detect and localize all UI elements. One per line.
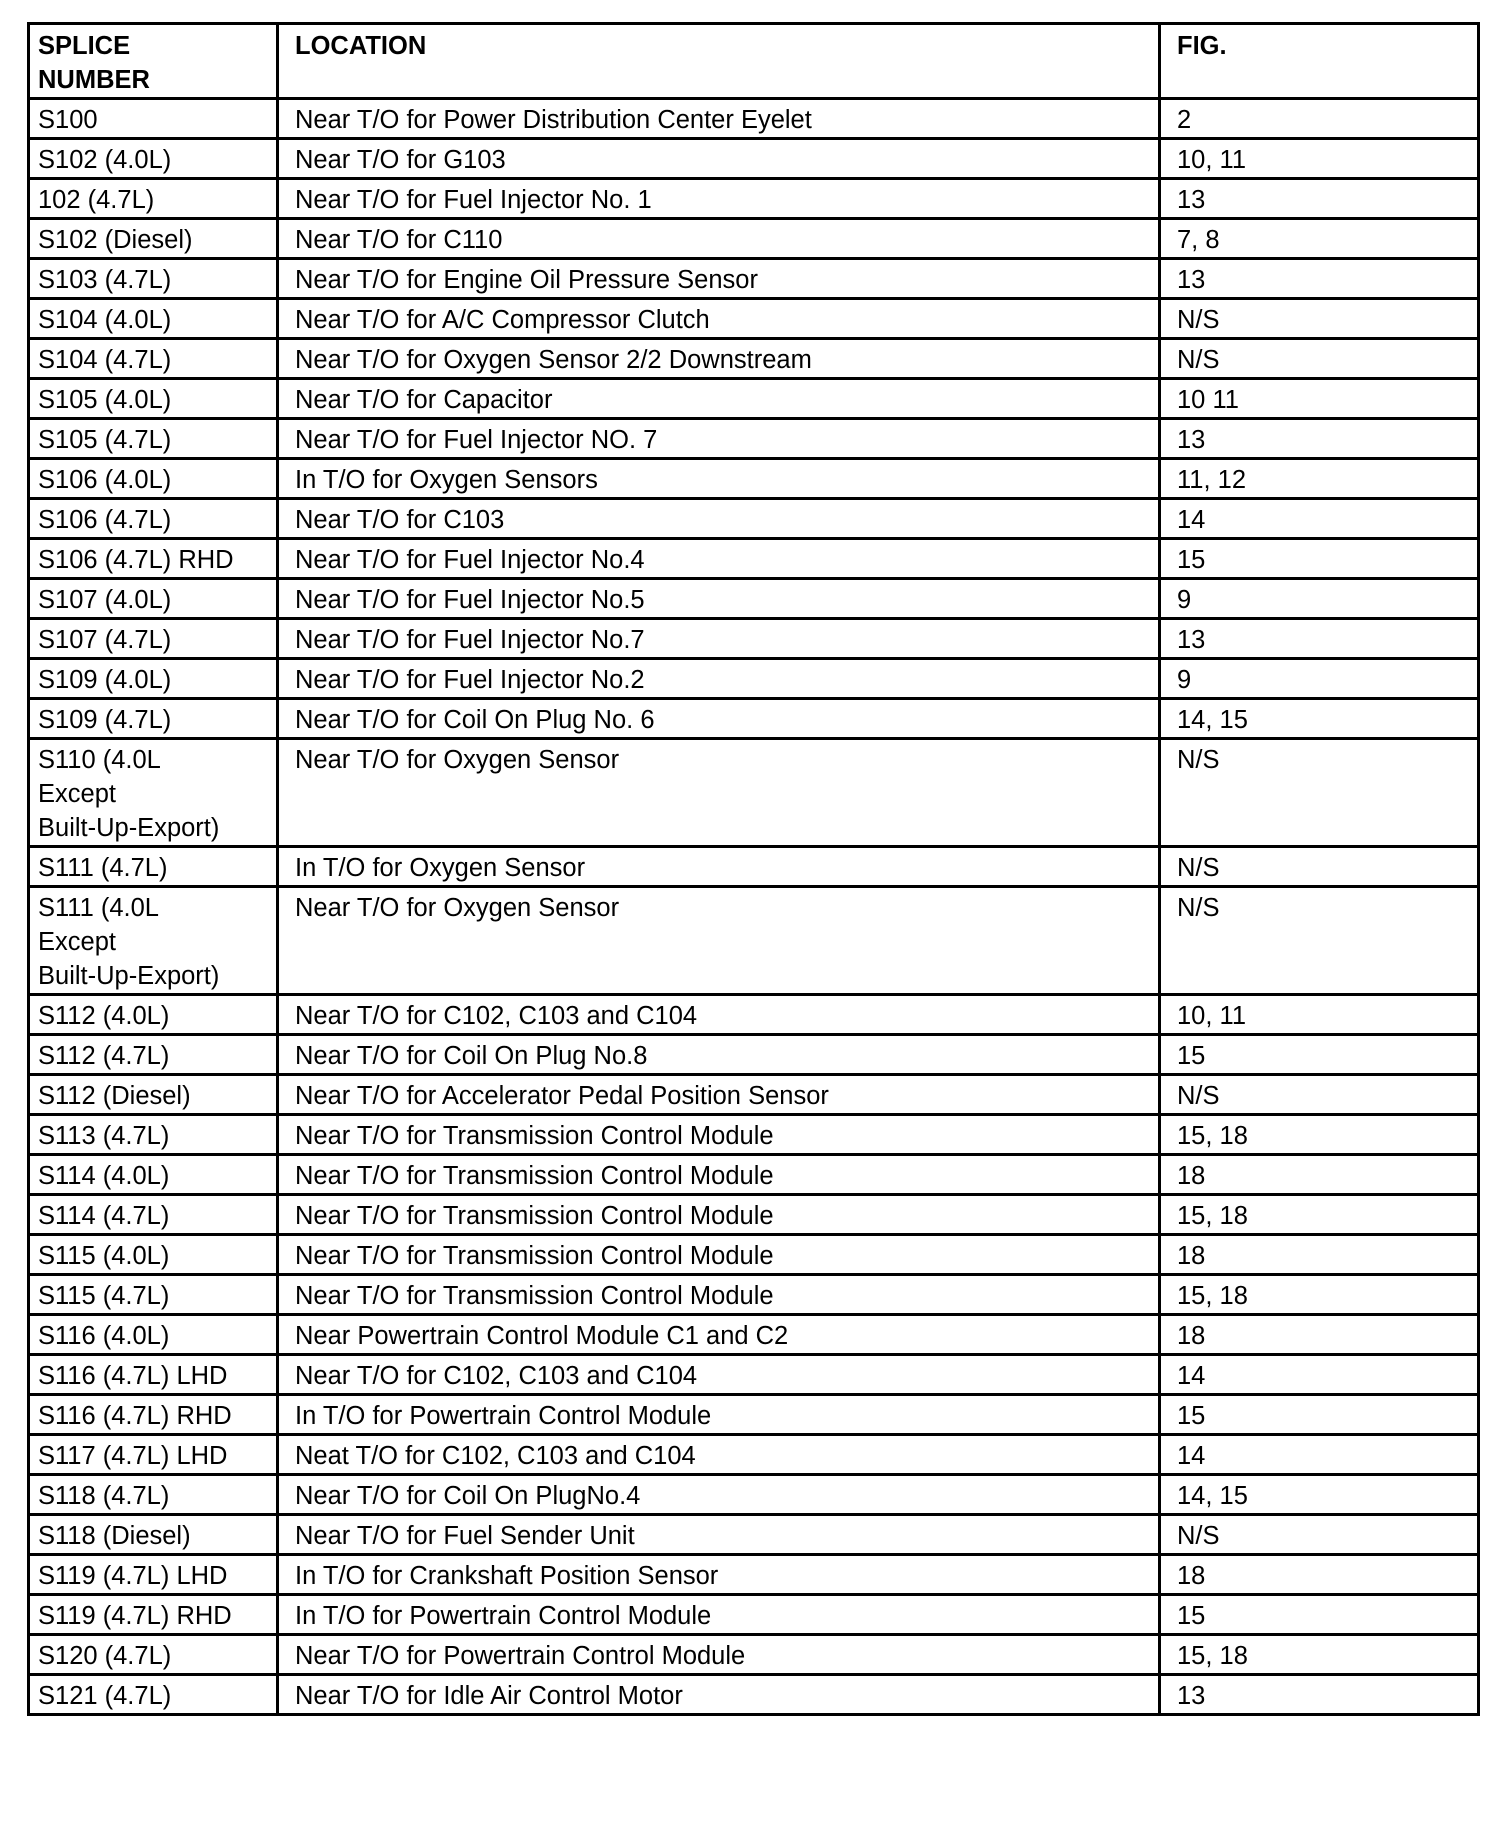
table-row bbox=[29, 339, 1479, 379]
location-cell: Near T/O for Oxygen Sensor 2/2 Downstream bbox=[278, 339, 1160, 379]
fig-cell: 14 bbox=[1160, 499, 1479, 539]
splice-number-cell: S112 (4.7L) bbox=[29, 1035, 278, 1075]
splice-number-cell: S107 (4.0L) bbox=[29, 579, 278, 619]
splice-number-cell: S106 (4.7L) bbox=[29, 499, 278, 539]
location-cell: Near T/O for Powertrain Control Module bbox=[278, 1635, 1160, 1675]
splice-number-cell: S116 (4.7L) LHD bbox=[29, 1355, 278, 1395]
location-cell: Near T/O for Coil On PlugNo.4 bbox=[278, 1475, 1160, 1515]
table-row bbox=[29, 1675, 1479, 1715]
splice-number-cell: S105 (4.7L) bbox=[29, 419, 278, 459]
table-row bbox=[29, 1555, 1479, 1595]
location-cell: Near T/O for Coil On Plug No. 6 bbox=[278, 699, 1160, 739]
fig-cell: 14, 15 bbox=[1160, 1475, 1479, 1515]
splice-number-cell: S106 (4.0L) bbox=[29, 459, 278, 499]
table-row bbox=[29, 499, 1479, 539]
splice-number-cell: S119 (4.7L) LHD bbox=[29, 1555, 278, 1595]
location-cell: Near T/O for Fuel Injector NO. 7 bbox=[278, 419, 1160, 459]
fig-cell: 15 bbox=[1160, 539, 1479, 579]
location-cell: Near T/O for Fuel Injector No.7 bbox=[278, 619, 1160, 659]
table-row bbox=[29, 299, 1479, 339]
fig-cell: 15 bbox=[1160, 1395, 1479, 1435]
location-cell: Near T/O for Accelerator Pedal Position Sensor bbox=[278, 1075, 1160, 1115]
splice-number-cell: S103 (4.7L) bbox=[29, 259, 278, 299]
splice-number-cell: S119 (4.7L) RHD bbox=[29, 1595, 278, 1635]
table-row bbox=[29, 379, 1479, 419]
table-row bbox=[29, 179, 1479, 219]
location-cell: Near T/O for C110 bbox=[278, 219, 1160, 259]
fig-cell: N/S bbox=[1160, 1515, 1479, 1555]
fig-cell: 11, 12 bbox=[1160, 459, 1479, 499]
fig-cell: 13 bbox=[1160, 1675, 1479, 1715]
header-splice-number: SPLICE NUMBER bbox=[29, 24, 278, 99]
table-row bbox=[29, 1115, 1479, 1155]
fig-cell: 18 bbox=[1160, 1155, 1479, 1195]
location-cell: Near T/O for Engine Oil Pressure Sensor bbox=[278, 259, 1160, 299]
location-cell: Near T/O for Transmission Control Module bbox=[278, 1235, 1160, 1275]
table-row bbox=[29, 219, 1479, 259]
table-row bbox=[29, 659, 1479, 699]
fig-cell: 14 bbox=[1160, 1355, 1479, 1395]
table-row bbox=[29, 1075, 1479, 1115]
table-row bbox=[29, 139, 1479, 179]
fig-cell: 7, 8 bbox=[1160, 219, 1479, 259]
splice-number-cell: S118 (Diesel) bbox=[29, 1515, 278, 1555]
fig-cell: 18 bbox=[1160, 1555, 1479, 1595]
table-row bbox=[29, 1235, 1479, 1275]
location-cell: Near T/O for Fuel Sender Unit bbox=[278, 1515, 1160, 1555]
table-row bbox=[29, 259, 1479, 299]
fig-cell: 13 bbox=[1160, 619, 1479, 659]
splice-location-table bbox=[27, 22, 1480, 1716]
table-row bbox=[29, 1475, 1479, 1515]
location-cell: Near T/O for A/C Compressor Clutch bbox=[278, 299, 1160, 339]
fig-cell: 14, 15 bbox=[1160, 699, 1479, 739]
fig-cell: N/S bbox=[1160, 887, 1479, 995]
location-cell: Near T/O for Oxygen Sensor bbox=[278, 887, 1160, 995]
splice-number-cell: S113 (4.7L) bbox=[29, 1115, 278, 1155]
fig-cell: 2 bbox=[1160, 99, 1479, 139]
splice-number-cell: S120 (4.7L) bbox=[29, 1635, 278, 1675]
location-cell: Near T/O for C102, C103 and C104 bbox=[278, 995, 1160, 1035]
location-cell: Near T/O for Transmission Control Module bbox=[278, 1195, 1160, 1235]
fig-cell: 10 11 bbox=[1160, 379, 1479, 419]
splice-number-cell: S104 (4.0L) bbox=[29, 299, 278, 339]
table-row bbox=[29, 1355, 1479, 1395]
table-row bbox=[29, 1595, 1479, 1635]
table-row bbox=[29, 579, 1479, 619]
fig-cell: N/S bbox=[1160, 1075, 1479, 1115]
location-cell: Near T/O for Fuel Injector No.4 bbox=[278, 539, 1160, 579]
fig-cell: N/S bbox=[1160, 739, 1479, 847]
table-row bbox=[29, 99, 1479, 139]
fig-cell: 10, 11 bbox=[1160, 139, 1479, 179]
location-cell: Near T/O for Fuel Injector No.2 bbox=[278, 659, 1160, 699]
splice-number-cell: S109 (4.0L) bbox=[29, 659, 278, 699]
header-row bbox=[29, 24, 1479, 99]
table-row bbox=[29, 619, 1479, 659]
splice-number-cell: S111 (4.0L Except Built-Up-Export) bbox=[29, 887, 278, 995]
splice-number-cell: S115 (4.7L) bbox=[29, 1275, 278, 1315]
splice-number-cell: S109 (4.7L) bbox=[29, 699, 278, 739]
location-cell: In T/O for Powertrain Control Module bbox=[278, 1595, 1160, 1635]
location-cell: In T/O for Oxygen Sensor bbox=[278, 847, 1160, 887]
location-cell: Near T/O for Idle Air Control Motor bbox=[278, 1675, 1160, 1715]
splice-number-cell: 102 (4.7L) bbox=[29, 179, 278, 219]
splice-number-cell: S107 (4.7L) bbox=[29, 619, 278, 659]
fig-cell: 14 bbox=[1160, 1435, 1479, 1475]
fig-cell: 18 bbox=[1160, 1315, 1479, 1355]
splice-number-cell: S114 (4.0L) bbox=[29, 1155, 278, 1195]
header-location: LOCATION bbox=[278, 24, 1160, 99]
splice-number-cell: S102 (4.0L) bbox=[29, 139, 278, 179]
splice-number-cell: S117 (4.7L) LHD bbox=[29, 1435, 278, 1475]
fig-cell: 13 bbox=[1160, 419, 1479, 459]
location-cell: Near T/O for Capacitor bbox=[278, 379, 1160, 419]
fig-cell: 15, 18 bbox=[1160, 1115, 1479, 1155]
splice-number-cell: S114 (4.7L) bbox=[29, 1195, 278, 1235]
location-cell: Near T/O for C103 bbox=[278, 499, 1160, 539]
table-row bbox=[29, 1195, 1479, 1235]
splice-number-cell: S116 (4.0L) bbox=[29, 1315, 278, 1355]
splice-number-cell: S121 (4.7L) bbox=[29, 1675, 278, 1715]
splice-number-cell: S110 (4.0L Except Built-Up-Export) bbox=[29, 739, 278, 847]
location-cell: Near T/O for Oxygen Sensor bbox=[278, 739, 1160, 847]
location-cell: Near T/O for G103 bbox=[278, 139, 1160, 179]
location-cell: Near T/O for Transmission Control Module bbox=[278, 1275, 1160, 1315]
fig-cell: 15, 18 bbox=[1160, 1635, 1479, 1675]
splice-number-cell: S118 (4.7L) bbox=[29, 1475, 278, 1515]
table-row bbox=[29, 1155, 1479, 1195]
splice-number-cell: S104 (4.7L) bbox=[29, 339, 278, 379]
fig-cell: 15, 18 bbox=[1160, 1195, 1479, 1235]
table-row bbox=[29, 459, 1479, 499]
fig-cell: 13 bbox=[1160, 259, 1479, 299]
location-cell: Near T/O for Transmission Control Module bbox=[278, 1115, 1160, 1155]
splice-number-cell: S106 (4.7L) RHD bbox=[29, 539, 278, 579]
fig-cell: 9 bbox=[1160, 579, 1479, 619]
fig-cell: 15, 18 bbox=[1160, 1275, 1479, 1315]
splice-number-cell: S115 (4.0L) bbox=[29, 1235, 278, 1275]
splice-number-cell: S102 (Diesel) bbox=[29, 219, 278, 259]
table-row bbox=[29, 539, 1479, 579]
fig-cell: N/S bbox=[1160, 339, 1479, 379]
location-cell: Near T/O for Fuel Injector No.5 bbox=[278, 579, 1160, 619]
location-cell: Near Powertrain Control Module C1 and C2 bbox=[278, 1315, 1160, 1355]
splice-number-cell: S112 (4.0L) bbox=[29, 995, 278, 1035]
location-cell: In T/O for Powertrain Control Module bbox=[278, 1395, 1160, 1435]
location-cell: Near T/O for Coil On Plug No.8 bbox=[278, 1035, 1160, 1075]
splice-number-cell: S116 (4.7L) RHD bbox=[29, 1395, 278, 1435]
splice-number-cell: S111 (4.7L) bbox=[29, 847, 278, 887]
table-row bbox=[29, 739, 1479, 847]
fig-cell: N/S bbox=[1160, 299, 1479, 339]
location-cell: Near T/O for C102, C103 and C104 bbox=[278, 1355, 1160, 1395]
table-row bbox=[29, 1435, 1479, 1475]
table-row bbox=[29, 1315, 1479, 1355]
fig-cell: 10, 11 bbox=[1160, 995, 1479, 1035]
location-cell: Near T/O for Transmission Control Module bbox=[278, 1155, 1160, 1195]
table-row bbox=[29, 995, 1479, 1035]
table-row bbox=[29, 847, 1479, 887]
location-cell: Near T/O for Power Distribution Center Eyelet bbox=[278, 99, 1160, 139]
splice-number-cell: S100 bbox=[29, 99, 278, 139]
splice-number-cell: S112 (Diesel) bbox=[29, 1075, 278, 1115]
header-fig: FIG. bbox=[1160, 24, 1479, 99]
location-cell: In T/O for Crankshaft Position Sensor bbox=[278, 1555, 1160, 1595]
table-row bbox=[29, 1395, 1479, 1435]
splice-number-cell: S105 (4.0L) bbox=[29, 379, 278, 419]
table-row bbox=[29, 887, 1479, 995]
table-row bbox=[29, 419, 1479, 459]
fig-cell: 9 bbox=[1160, 659, 1479, 699]
table-row bbox=[29, 1035, 1479, 1075]
fig-cell: N/S bbox=[1160, 847, 1479, 887]
table-row bbox=[29, 1635, 1479, 1675]
fig-cell: 13 bbox=[1160, 179, 1479, 219]
fig-cell: 15 bbox=[1160, 1035, 1479, 1075]
table-row bbox=[29, 1275, 1479, 1315]
fig-cell: 18 bbox=[1160, 1235, 1479, 1275]
location-cell: Near T/O for Fuel Injector No. 1 bbox=[278, 179, 1160, 219]
location-cell: Neat T/O for C102, C103 and C104 bbox=[278, 1435, 1160, 1475]
location-cell: In T/O for Oxygen Sensors bbox=[278, 459, 1160, 499]
fig-cell: 15 bbox=[1160, 1595, 1479, 1635]
table-body bbox=[29, 99, 1479, 1715]
table-row bbox=[29, 1515, 1479, 1555]
table-row bbox=[29, 699, 1479, 739]
